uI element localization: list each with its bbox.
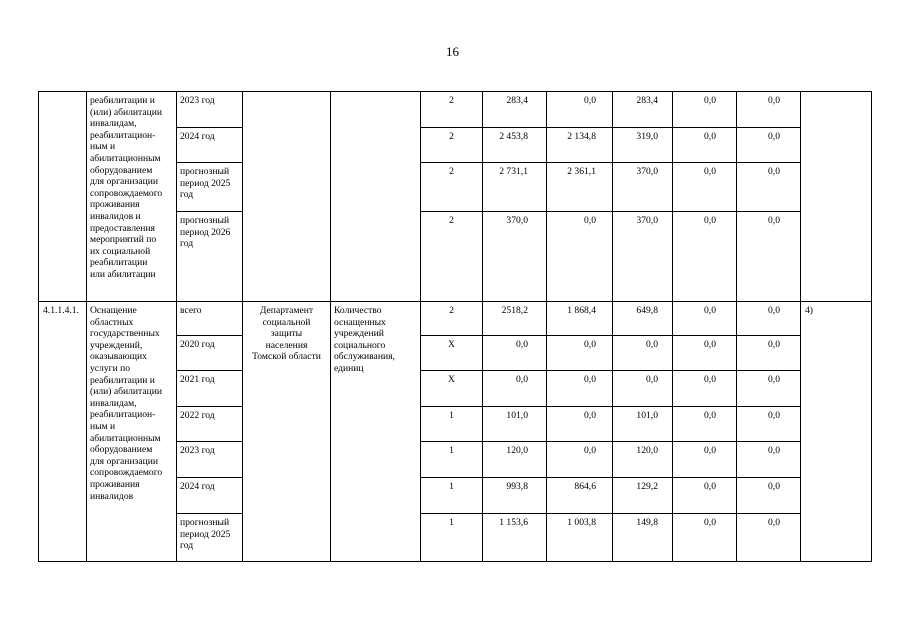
total-amount: 2 453,8 [483, 128, 547, 163]
item-description: Оснащение областных государственных учреждений, оказывающих услуги по реабилитации и (или) абилитации инвалидам, реабилитацион- ным и абилитационным оборудованием для организации сопровождаемого проживания инвалидов [87, 302, 177, 562]
period: 2023 год [177, 442, 243, 478]
amount-col-3: 0,0 [673, 442, 737, 478]
total-amount: 2518,2 [483, 302, 547, 336]
amount-col-4: 0,0 [737, 336, 801, 371]
total-amount: 0,0 [483, 371, 547, 407]
total-amount: 101,0 [483, 407, 547, 442]
amount-col-2: 649,8 [613, 302, 673, 336]
amount-col-1: 864,6 [547, 478, 613, 514]
total-amount: 1 153,6 [483, 514, 547, 562]
amount-col-2: 0,0 [613, 371, 673, 407]
item-number [39, 92, 87, 302]
amount-col-3: 0,0 [673, 92, 737, 128]
amount-col-3: 0,0 [673, 128, 737, 163]
amount-col-4: 0,0 [737, 371, 801, 407]
department [243, 92, 331, 302]
department: Департамент социальной защиты населения Томской области [243, 302, 331, 562]
amount-col-1: 1 868,4 [547, 302, 613, 336]
note [801, 92, 872, 302]
indicator-value: X [421, 336, 483, 371]
item-description: реабилитации и (или) абилитации инвалидам, реабилитацион- ным и абилитационным оборудованием для организации сопровождаемого проживания инвалидов и предоставления мероприятий по их социальной реабилитации или абилитации [87, 92, 177, 302]
amount-col-4: 0,0 [737, 514, 801, 562]
total-amount: 2 731,1 [483, 163, 547, 212]
amount-col-1: 1 003,8 [547, 514, 613, 562]
amount-col-4: 0,0 [737, 442, 801, 478]
amount-col-2: 370,0 [613, 212, 673, 302]
block2-row [39, 302, 872, 336]
amount-col-1: 2 361,1 [547, 163, 613, 212]
amount-col-2: 101,0 [613, 407, 673, 442]
amount-col-1: 0,0 [547, 371, 613, 407]
budget-table [38, 91, 872, 562]
amount-col-3: 0,0 [673, 302, 737, 336]
indicator-value: 2 [421, 212, 483, 302]
amount-col-1: 0,0 [547, 92, 613, 128]
amount-col-1: 0,0 [547, 407, 613, 442]
amount-col-4: 0,0 [737, 163, 801, 212]
amount-col-2: 283,4 [613, 92, 673, 128]
total-amount: 370,0 [483, 212, 547, 302]
total-amount: 993,8 [483, 478, 547, 514]
amount-col-4: 0,0 [737, 302, 801, 336]
amount-col-4: 0,0 [737, 212, 801, 302]
amount-col-3: 0,0 [673, 407, 737, 442]
amount-col-3: 0,0 [673, 371, 737, 407]
note: 4) [801, 302, 872, 562]
amount-col-1: 0,0 [547, 336, 613, 371]
indicator-value: 1 [421, 478, 483, 514]
total-amount: 283,4 [483, 92, 547, 128]
amount-col-2: 149,8 [613, 514, 673, 562]
amount-col-3: 0,0 [673, 514, 737, 562]
indicator-value: 2 [421, 163, 483, 212]
period: прогнозный период 2026 год [177, 212, 243, 302]
indicator: Количество оснащенных учреждений социального обслуживания, единиц [331, 302, 421, 562]
indicator-value: 2 [421, 92, 483, 128]
indicator-value: X [421, 371, 483, 407]
amount-col-2: 370,0 [613, 163, 673, 212]
total-amount: 120,0 [483, 442, 547, 478]
amount-col-3: 0,0 [673, 163, 737, 212]
amount-col-3: 0,0 [673, 478, 737, 514]
indicator [331, 92, 421, 302]
indicator-value: 2 [421, 302, 483, 336]
amount-col-4: 0,0 [737, 128, 801, 163]
amount-col-1: 2 134,8 [547, 128, 613, 163]
amount-col-1: 0,0 [547, 442, 613, 478]
amount-col-2: 120,0 [613, 442, 673, 478]
period: 2022 год [177, 407, 243, 442]
indicator-value: 2 [421, 128, 483, 163]
amount-col-3: 0,0 [673, 212, 737, 302]
total-amount: 0,0 [483, 336, 547, 371]
period: 2021 год [177, 371, 243, 407]
period: 2024 год [177, 478, 243, 514]
amount-col-1: 0,0 [547, 212, 613, 302]
period: 2023 год [177, 92, 243, 128]
block1-row [39, 92, 872, 128]
item-number: 4.1.1.4.1. [39, 302, 87, 562]
amount-col-4: 0,0 [737, 478, 801, 514]
period: 2024 год [177, 128, 243, 163]
period: прогнозный период 2025 год [177, 514, 243, 562]
page-number: 16 [446, 44, 459, 59]
indicator-value: 1 [421, 442, 483, 478]
indicator-value: 1 [421, 407, 483, 442]
amount-col-2: 129,2 [613, 478, 673, 514]
amount-col-4: 0,0 [737, 407, 801, 442]
amount-col-4: 0,0 [737, 92, 801, 128]
period: всего [177, 302, 243, 336]
period: 2020 год [177, 336, 243, 371]
indicator-value: 1 [421, 514, 483, 562]
amount-col-2: 0,0 [613, 336, 673, 371]
amount-col-3: 0,0 [673, 336, 737, 371]
period: прогнозный период 2025 год [177, 163, 243, 212]
amount-col-2: 319,0 [613, 128, 673, 163]
